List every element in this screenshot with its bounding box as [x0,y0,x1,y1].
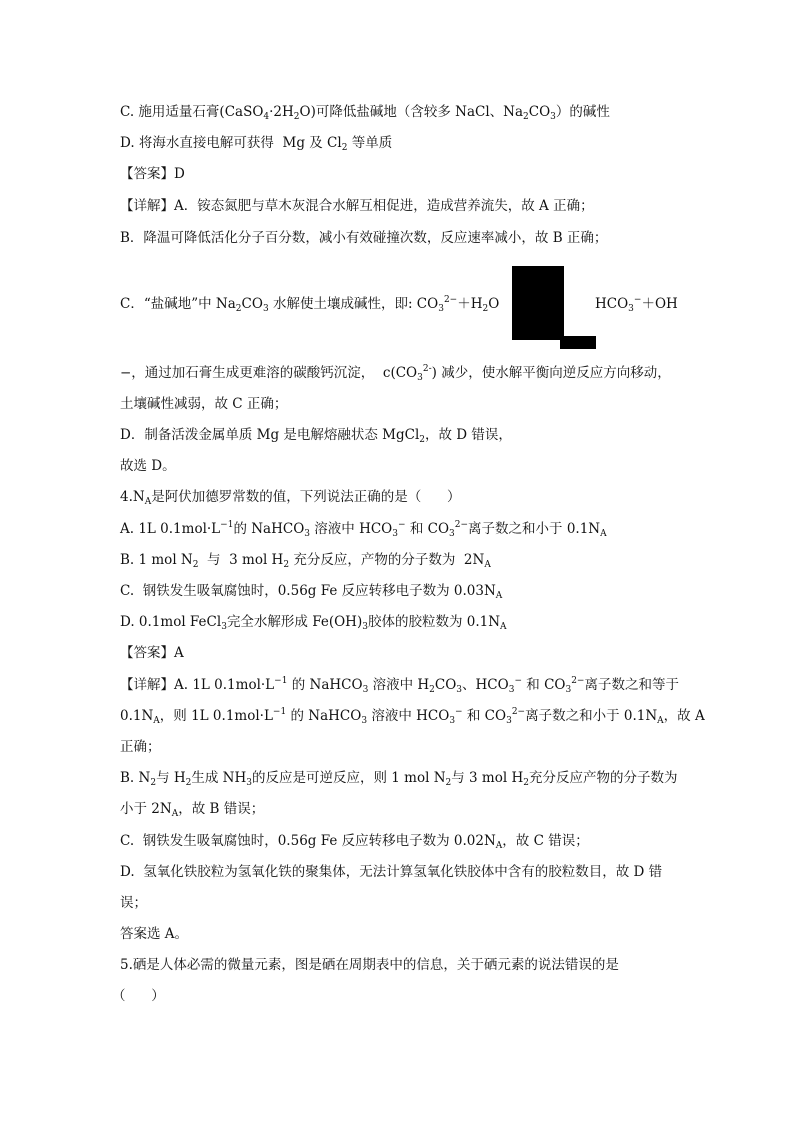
subscript: 2 [419,435,426,445]
subscript: A [144,497,152,507]
text: HCO [595,296,629,312]
superscript: 2− [511,707,526,717]
superscript: 2− [443,295,458,305]
subscript: 3 [550,112,556,122]
subscript: 2 [283,560,290,570]
superscript: −1 [272,707,287,717]
subscript: 3 [438,304,444,314]
subscript: 2 [341,143,348,153]
answer-line [120,643,184,663]
subscript: 3 [565,685,572,695]
answer-line [120,164,185,184]
subscript: 2 [482,304,489,314]
subscript: 3 [417,373,423,383]
text: 【详解】A. 1L 0.1mol·L [120,677,275,693]
subscript: 2 [429,685,435,695]
question-4-option-a [120,519,607,539]
text: 0.1N [120,708,154,724]
text: 是阿伏加德罗常数的值，下列说法正确的是（ ） [151,489,461,505]
superscript: 2− [571,676,585,686]
text: C. 钢铁发生吸氧腐蚀时，0.56g Fe 反应转移电子数为 0.02N [120,833,496,849]
explanation-line [120,893,147,913]
text: 等单质 [347,135,393,151]
text: 水解使土壤成碱性，即: CO [268,296,439,312]
text: B. N [120,770,151,786]
subscript: A [600,529,607,539]
subscript: 2 [523,112,529,122]
text: 正确； [120,739,161,755]
superscript: − [398,520,406,530]
subscript: A [500,622,507,632]
text: 故选 D。 [120,458,176,474]
text: 、HCO [462,677,509,693]
text: C. 施用适量石膏(CaSO [120,104,264,120]
conclusion-line [120,456,176,476]
option-d-line [120,133,392,153]
text: −，通过加石膏生成更难溶的碳酸钙沉淀， c(CO [120,365,418,381]
text: 与 H [156,770,186,786]
subscript: 2 [150,778,157,788]
subscript: A [495,841,503,851]
text: ，故 B 错误； [178,801,265,817]
text: 和 CO [521,677,566,693]
subscript: 3 [392,529,398,539]
text: 离子数之和等于 [584,677,679,693]
text: 完全水解形成 Fe(OH) [226,614,363,630]
subscript: 3 [262,304,269,314]
text: 与 3 mol H [198,552,284,568]
equation-line [120,294,499,314]
text: 5.硒是人体必需的微量元素，图是硒在周期表中的信息，关于硒元素的说法错误的是 [120,957,619,973]
question-4-option-b [120,550,491,570]
equation-product [595,294,678,314]
explanation-line [120,862,662,882]
text: 土壤碱性减弱，故 C 正确； [120,396,288,412]
text: CO [528,104,551,120]
superscript: 2- [422,364,432,374]
explanation-line [120,768,677,788]
subscript: 2 [192,560,199,570]
subscript: A [484,560,491,570]
superscript: −1 [220,520,234,530]
superscript: − [633,295,642,305]
text: 与 3 mol H [451,770,524,786]
subscript: 2 [523,778,529,788]
superscript: −1 [274,676,288,686]
explanation-line [120,363,671,383]
text: O [488,296,500,312]
question-4-stem [120,487,460,507]
question-5-stem [120,955,619,975]
explanation-line [120,394,287,414]
subscript: 3 [449,716,456,726]
subscript: 3 [508,685,515,695]
equilibrium-arrow-image [512,266,564,340]
subscript: 3 [361,716,368,726]
text: ＋OH [641,296,678,312]
text: D．制备活泼金属单质 Mg 是电解熔融状态 MgCl [120,427,420,443]
text: （ ） [112,988,165,1004]
text: D. 氢氧化铁胶粒为氢氧化铁的聚集体，无法计算氢氧化铁胶体中含有的胶粒数目，故 D 错 [120,864,663,880]
text: ，故 C 错误； [502,833,589,849]
subscript: 2 [235,304,242,314]
subscript: 4 [263,112,270,122]
text: D. 将海水直接电解可获得 Mg 及 Cl [120,135,342,151]
explanation-line [120,706,705,726]
text: ·2H [269,104,294,120]
text: 小于 2N [120,801,172,817]
option-c-line [120,102,610,122]
text: 的反应是可逆反应，则 1 mol N [252,770,446,786]
text: 胶体的胶粒数为 0.1N [367,614,501,630]
text: 离子数之和小于 0.1N [525,708,658,724]
text: 溶液中 HCO [367,708,450,724]
equilibrium-arrow-image-tail [560,336,596,349]
explanation-line [120,799,264,819]
question-4-option-d [120,612,507,632]
question-4-option-c [120,581,502,601]
text: 【答案】A [120,645,184,661]
subscript: 3 [456,685,463,695]
text: ）的碱性 [555,104,610,120]
text: ，故 D 错误， [425,427,512,443]
subscript: 3 [449,529,455,539]
subscript: 3 [221,622,227,632]
subscript: A [153,716,160,726]
text: 的 NaHCO [286,708,362,724]
superscript: 2− [454,520,469,530]
text: ，则 1L 0.1mol·L [159,708,273,724]
text: CO [241,296,263,312]
explanation-line [120,425,512,445]
explanation-line [120,675,679,695]
explanation-line [120,831,589,851]
text: CO [434,677,457,693]
text: 和 CO [462,708,507,724]
subscript: 2 [293,112,300,122]
text: 的 NaHCO [287,677,363,693]
text: B．降温可降低活化分子百分数，减小有效碰撞次数，反应速率减小，故 B 正确； [120,230,608,246]
text: 溶液中 H [368,677,430,693]
text: C．“盐碱地”中 Na [120,296,236,312]
text: 和 CO [405,521,450,537]
subscript: A [657,716,664,726]
text: 的 NaHCO [233,521,305,537]
superscript: − [514,676,522,686]
subscript: 3 [506,716,512,726]
text: D. 0.1mol FeCl [120,614,222,630]
subscript: 3 [362,622,368,632]
explanation-line [120,196,594,216]
text: 【详解】A．铵态氮肥与草木灰混合水解互相促进，造成营养流失，故 A 正确； [120,198,594,214]
subscript: A [495,591,503,601]
subscript: 3 [304,529,310,539]
text: 生成 NH [191,770,247,786]
text: 4.N [120,489,145,505]
text: B. 1 mol N [120,552,193,568]
subscript: 2 [445,778,452,788]
text: O)可降低盐碱地（含较多 NaCl、Na [299,104,524,120]
conclusion-line [120,924,188,944]
question-5-blank [112,986,165,1006]
text: ＋H [457,296,483,312]
text: 误； [120,895,147,911]
subscript: 3 [362,685,369,695]
subscript: A [171,809,179,819]
explanation-line [120,737,161,757]
superscript: − [455,707,463,717]
explanation-line [120,228,607,248]
text: ，故 A [663,708,705,724]
text: ) 减少，使水解平衡向逆反应方向移动， [431,365,671,381]
text: 离子数之和小于 0.1N [468,521,601,537]
text: 充分反应，产物的分子数为 2N [289,552,485,568]
text: A. 1L 0.1mol·L [120,521,221,537]
text: 答案选 A。 [120,926,189,942]
subscript: 2 [185,778,192,788]
subscript: 3 [628,304,634,314]
text: 【答案】D [120,166,185,182]
text: C. 钢铁发生吸氧腐蚀时，0.56g Fe 反应转移电子数为 0.03N [120,583,496,599]
subscript: 3 [246,778,252,788]
text: 充分反应产物的分子数为 [528,770,678,786]
text: 溶液中 HCO [310,521,393,537]
